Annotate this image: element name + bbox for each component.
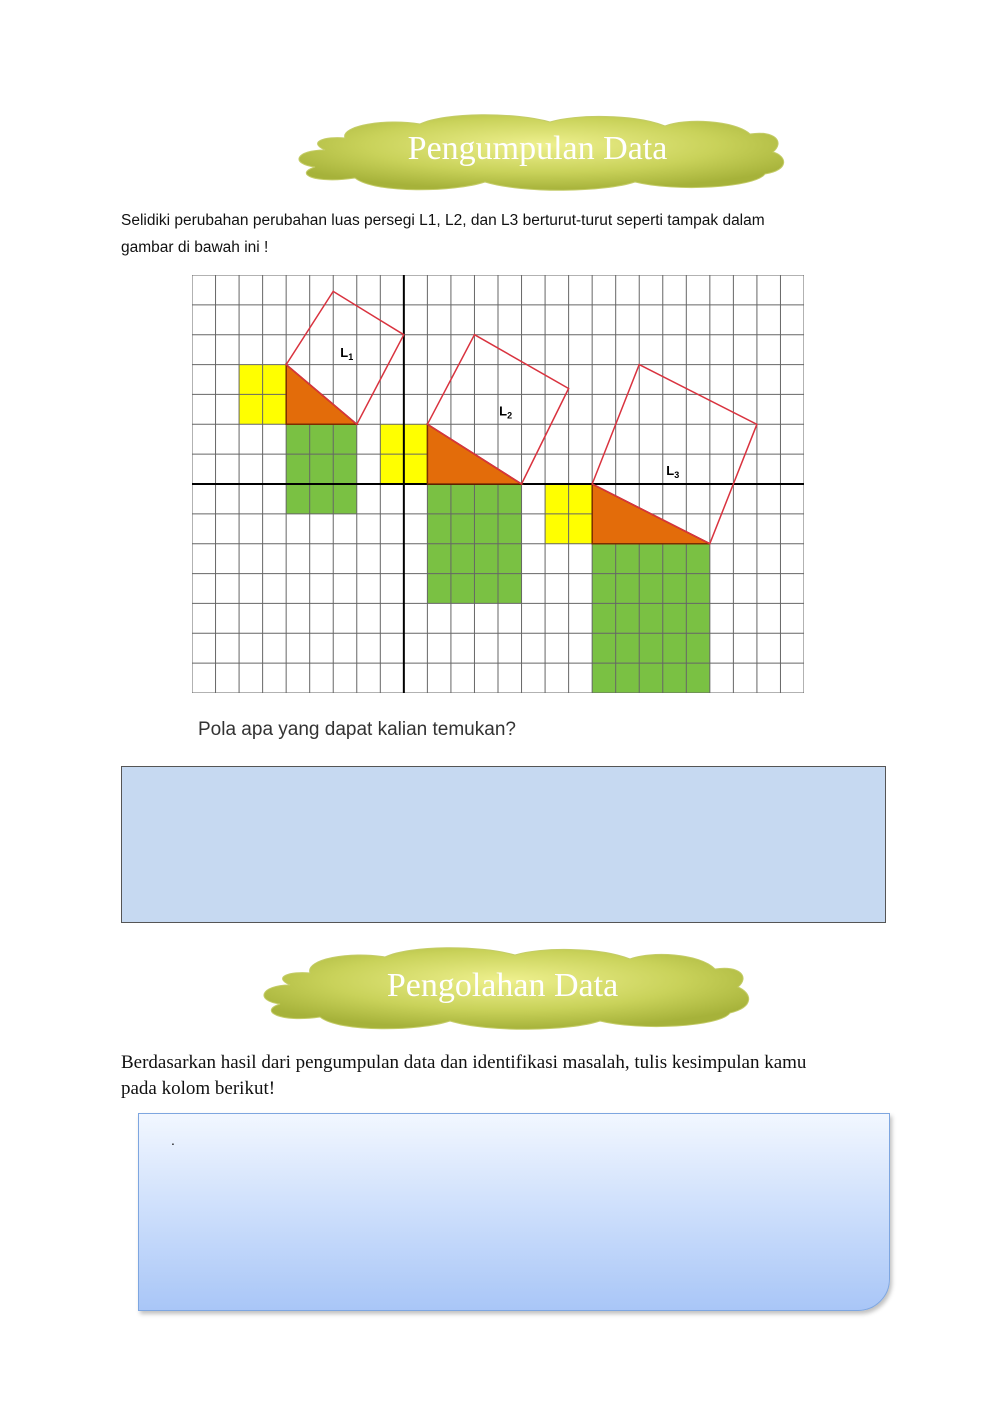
instruction-line: pada kolom berikut! xyxy=(121,1078,276,1099)
instruction-line: Selidiki perubahan perubahan luas persegi L1, L2, dan L3 berturut-turut seperti tampak dalam xyxy=(121,212,765,229)
instruction-text-1 xyxy=(121,207,901,261)
answer-box-pattern[interactable] xyxy=(121,766,886,923)
green-square-3 xyxy=(592,544,710,693)
instruction-text-2 xyxy=(121,1050,921,1102)
title-cloud-pengumpulan xyxy=(285,112,790,194)
instruction-line: Berdasarkan hasil dari pengumpulan data dan identifikasi masalah, tulis kesimpulan kamu xyxy=(121,1052,807,1073)
title-cloud-pengolahan xyxy=(250,945,755,1033)
square-label: $L_1$ xyxy=(340,345,354,363)
square-label: $L_2$ xyxy=(499,403,513,421)
square-label: $L_3$ xyxy=(666,463,680,481)
question-text: Pola apa yang dapat kalian temukan? xyxy=(198,719,516,740)
section-title: Pengumpulan Data xyxy=(407,130,668,167)
grid-figure xyxy=(192,275,804,693)
instruction-line: gambar di bawah ini ! xyxy=(121,239,269,256)
green-square-1 xyxy=(286,424,357,514)
section-title: Pengolahan Data xyxy=(386,967,619,1004)
answer-box-conclusion[interactable] xyxy=(138,1113,890,1311)
answer-placeholder: . xyxy=(171,1132,175,1148)
